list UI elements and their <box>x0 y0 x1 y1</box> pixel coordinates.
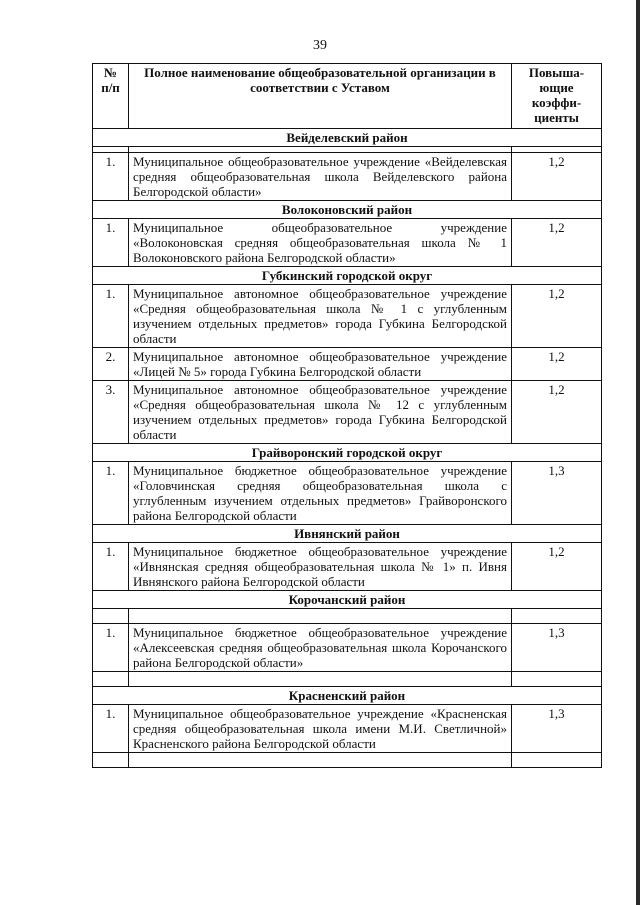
row-coef: 1,3 <box>512 462 602 525</box>
row-coef: 1,2 <box>512 219 602 267</box>
row-name: Муниципальное автономное общеобразовательное учреждение «Лицей № 5» города Губкина Белгородской области <box>129 348 512 381</box>
row-num: 1. <box>93 219 129 267</box>
row-num: 3. <box>93 381 129 444</box>
row-name: Муниципальное общеобразовательное учреждение «Волоконовская средняя общеобразовательная школа № 1 Волоконовского района Белгородской области» <box>129 219 512 267</box>
row-coef: 1,3 <box>512 705 602 753</box>
section-header <box>93 687 602 705</box>
section-title: Вейделевский район <box>93 129 602 147</box>
section-title: Красненский район <box>93 687 602 705</box>
row-num: 1. <box>93 153 129 201</box>
section-header <box>93 525 602 543</box>
row-coef: 1,2 <box>512 285 602 348</box>
row-coef: 1,2 <box>512 153 602 201</box>
table-row <box>93 381 602 444</box>
row-name: Муниципальное общеобразовательное учреждение «Красненская средняя общеобразовательная школа имени М.И. Светличной» Красненского района Белгородской области <box>129 705 512 753</box>
section-title: Корочанский район <box>93 591 602 609</box>
table-row <box>93 348 602 381</box>
scan-edge <box>636 0 640 905</box>
header-num: № п/п <box>93 64 129 129</box>
schools-table <box>92 63 602 768</box>
row-num: 1. <box>93 705 129 753</box>
row-num: 1. <box>93 543 129 591</box>
table-row <box>93 219 602 267</box>
row-name: Муниципальное бюджетное общеобразовательное учреждение «Алексеевская средняя общеобразовательная школа Корочанского района Белгородской области» <box>129 624 512 672</box>
table-row <box>93 285 602 348</box>
row-coef: 1,2 <box>512 381 602 444</box>
table-row <box>93 624 602 672</box>
section-title: Губкинский городской округ <box>93 267 602 285</box>
section-title: Грайворонский городской округ <box>93 444 602 462</box>
section-header <box>93 201 602 219</box>
row-name: Муниципальное бюджетное общеобразовательное учреждение «Ивнянская средняя общеобразовательная школа № 1» п. Ивня Ивнянского района Белгородской области <box>129 543 512 591</box>
table-row <box>93 462 602 525</box>
section-header <box>93 267 602 285</box>
row-num: 1. <box>93 462 129 525</box>
row-coef: 1,2 <box>512 543 602 591</box>
table-header-row <box>93 64 602 129</box>
header-name: Полное наименование общеобразовательной организации в соответствии с Уставом <box>129 64 512 129</box>
header-coef: Повыша-ющие коэффи-циенты <box>512 64 602 129</box>
row-num: 2. <box>93 348 129 381</box>
row-coef: 1,2 <box>512 348 602 381</box>
section-title: Волоконовский район <box>93 201 602 219</box>
row-name: Муниципальное автономное общеобразовательное учреждение «Средняя общеобразовательная школа № 12 с углубленным изучением отдельных предметов» города Губкина Белгородской области <box>129 381 512 444</box>
section-header <box>93 129 602 147</box>
row-coef: 1,3 <box>512 624 602 672</box>
row-num: 1. <box>93 285 129 348</box>
row-name: Муниципальное автономное общеобразовательное учреждение «Средняя общеобразовательная школа № 1 с углубленным изучением отдельных предметов» города Губкина Белгородской области <box>129 285 512 348</box>
table-row <box>93 705 602 753</box>
table-row <box>93 153 602 201</box>
section-title: Ивнянский район <box>93 525 602 543</box>
row-num: 1. <box>93 624 129 672</box>
section-header <box>93 591 602 609</box>
row-name: Муниципальное общеобразовательное учреждение «Вейделевская средняя общеобразовательная школа Вейделевского района Белгородской области» <box>129 153 512 201</box>
page-number: 39 <box>313 38 327 53</box>
row-name: Муниципальное бюджетное общеобразовательное учреждение «Головчинская средняя общеобразовательная школа с углубленным изучением отдельных предметов» Грайворонского района Белгородской области <box>129 462 512 525</box>
section-header <box>93 444 602 462</box>
table-row <box>93 543 602 591</box>
